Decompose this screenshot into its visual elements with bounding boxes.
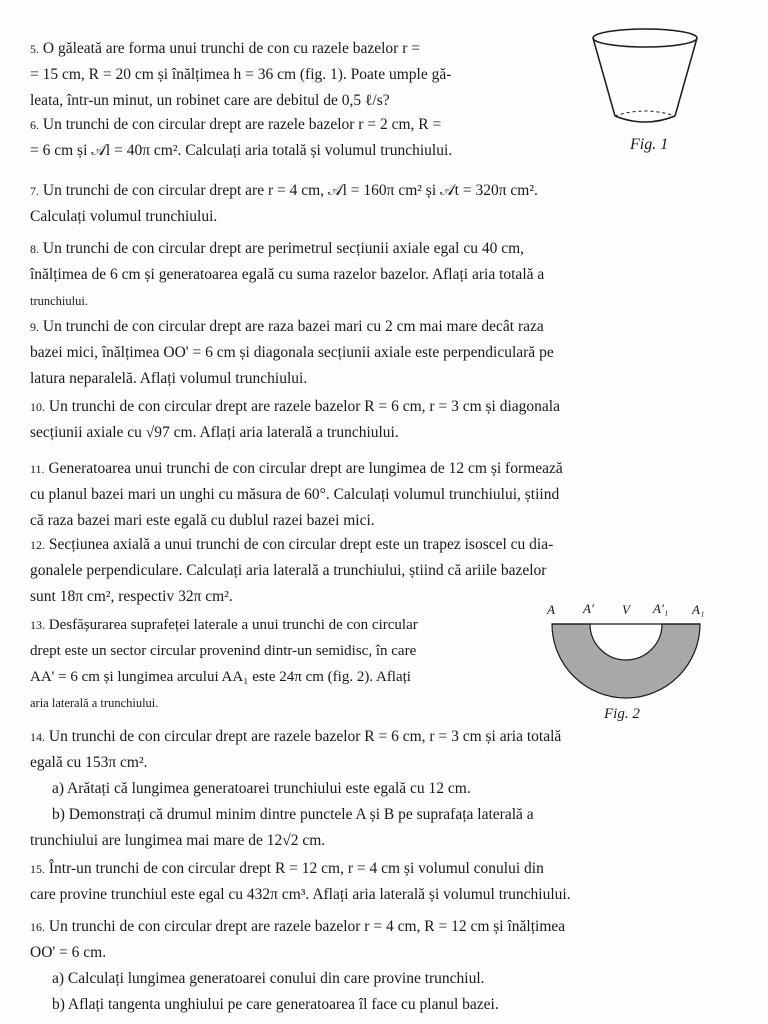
problem-text: Un trunchi de con circular drept are raza bazei mari cu 2 cm mai mare decât raza bbox=[42, 318, 544, 335]
problem-11 bbox=[30, 456, 563, 534]
problem-line: trunchiului. bbox=[30, 294, 88, 308]
problem-5 bbox=[30, 36, 451, 114]
problem-number: 15. bbox=[30, 862, 45, 876]
label-A-prime: A' bbox=[583, 601, 594, 616]
bottom-front-arc bbox=[615, 116, 675, 122]
problem-text: Un trunchi de con circular drept are razele bazelor r = 4 cm, R = 12 cm și înălțimea bbox=[48, 918, 566, 935]
problem-line bbox=[30, 36, 451, 62]
problem-number: 16. bbox=[30, 920, 45, 934]
problem-number: 11. bbox=[30, 462, 45, 476]
problem-line: trunchiului are lungimea mai mare de 12√2 cm. bbox=[30, 832, 326, 849]
figure-1-bucket bbox=[585, 24, 705, 134]
subpoint-b: b) Demonstrați că drumul minim dintre punctele A și B pe suprafața laterală a bbox=[52, 806, 534, 823]
problem-text: Desfășurarea suprafeței laterale a unui trunchi de con circular bbox=[48, 617, 418, 633]
problem-number: 7. bbox=[30, 184, 39, 198]
problem-line: care provine trunchiul este egal cu 432π cm³. Aflați aria laterală și volumul trunchiului. bbox=[30, 886, 571, 903]
problem-number: 6. bbox=[30, 118, 39, 132]
problem-line bbox=[30, 314, 554, 340]
problem-line: gonalele perpendiculare. Calculați aria laterală a trunchiului, știind că ariile bazelor bbox=[30, 562, 547, 579]
figure-2-caption: Fig. 2 bbox=[604, 706, 640, 722]
problem-line: cu planul bazei mari un unghi cu măsura de 60°. Calculați volumul trunchiului, știind bbox=[30, 486, 560, 503]
problem-line: Calculați volumul trunchiului. bbox=[30, 208, 218, 225]
problem-line bbox=[30, 236, 544, 262]
problem-line: OO' = 6 cm. bbox=[30, 944, 107, 961]
problem-line bbox=[30, 394, 560, 420]
problem-text: Secțiunea axială a unui trunchi de con circular drept este un trapez isoscel cu dia- bbox=[48, 536, 554, 553]
problem-line: secțiunii axiale cu √97 cm. Aflați aria laterală a trunchiului. bbox=[30, 424, 399, 441]
label-A1-prime: A'₁ bbox=[653, 601, 669, 616]
problem-line: sunt 18π cm², respectiv 32π cm². bbox=[30, 588, 233, 605]
problem-text: Un trunchi de con circular drept are razele bazelor R = 6 cm, r = 3 cm și diagonala bbox=[48, 398, 560, 415]
problem-text: Un trunchi de con circular drept are razele bazelor r = 2 cm, R = bbox=[42, 116, 442, 133]
problem-9 bbox=[30, 314, 554, 392]
problem-line bbox=[30, 456, 563, 482]
label-A1: A₁ bbox=[692, 602, 705, 617]
problem-7 bbox=[30, 178, 538, 230]
bottom-back-arc bbox=[615, 111, 675, 116]
problem-15 bbox=[30, 856, 571, 908]
subpoint-b: b) Aflați tangenta unghiului pe care generatoarea îl face cu planul bazei. bbox=[52, 996, 499, 1013]
problem-line: = 6 cm și 𝒜l = 40π cm². Calculați aria totală și volumul trunchiului. bbox=[30, 142, 453, 159]
problem-number: 12. bbox=[30, 538, 45, 552]
top-ellipse bbox=[593, 29, 697, 47]
problem-line: = 15 cm, R = 20 cm și înălțimea h = 36 cm (fig. 1). Poate umple gă- bbox=[30, 66, 452, 83]
problem-line: AA' = 6 cm și lungimea arcului AA₁ este 24π cm (fig. 2). Aflați bbox=[30, 669, 411, 685]
problem-line: înălțimea de 6 cm și generatoarea egală cu suma razelor bazelor. Aflați aria totală a bbox=[30, 266, 545, 283]
subpoint-a: a) Calculați lungimea generatoarei conului din care provine trunchiul. bbox=[52, 970, 485, 987]
problem-number: 5. bbox=[30, 42, 39, 56]
problem-text: Într-un trunchi de con circular drept R = 12 cm, r = 4 cm și volumul conului din bbox=[48, 860, 544, 877]
problem-6 bbox=[30, 112, 452, 164]
problem-13 bbox=[30, 612, 418, 716]
problem-text: Un trunchi de con circular drept are r = 4 cm, 𝒜l = 160π cm² și 𝒜t = 320π cm². bbox=[42, 182, 538, 199]
annular-sector bbox=[552, 624, 700, 698]
problem-10 bbox=[30, 394, 560, 446]
problem-8 bbox=[30, 236, 544, 314]
problem-line: că raza bazei mari este egală cu dublul razei bazei mici. bbox=[30, 512, 375, 529]
problem-line bbox=[30, 856, 571, 882]
problem-number: 8. bbox=[30, 242, 39, 256]
left-generator bbox=[593, 38, 615, 116]
problem-line: egală cu 153π cm². bbox=[30, 754, 148, 771]
problem-line bbox=[30, 914, 565, 940]
problem-number: 10. bbox=[30, 400, 45, 414]
problem-line bbox=[30, 612, 418, 638]
problem-line bbox=[30, 112, 452, 138]
right-generator bbox=[675, 38, 697, 116]
problem-number: 14. bbox=[30, 730, 45, 744]
figure-1-caption: Fig. 1 bbox=[630, 136, 669, 153]
problem-number: 13. bbox=[30, 618, 45, 632]
problem-line bbox=[30, 724, 561, 750]
problem-line: aria laterală a trunchiului. bbox=[30, 696, 159, 710]
figure-2-sector bbox=[548, 618, 708, 710]
problem-number: 9. bbox=[30, 320, 39, 334]
label-A: A bbox=[547, 602, 555, 617]
problem-line: drept este un sector circular provenind dintr-un semidisc, în care bbox=[30, 643, 417, 659]
problem-line: latura neparalelă. Aflați volumul trunchiului. bbox=[30, 370, 308, 387]
subpoint-a: a) Arătați că lungimea generatoarei trunchiului este egală cu 12 cm. bbox=[52, 780, 471, 797]
label-V: V bbox=[622, 602, 630, 617]
problem-line bbox=[30, 178, 538, 204]
problem-text: Un trunchi de con circular drept are perimetrul secțiunii axiale egal cu 40 cm, bbox=[42, 240, 525, 257]
problem-12 bbox=[30, 532, 553, 610]
problem-text: Generatoarea unui trunchi de con circular drept are lungimea de 12 cm și formează bbox=[48, 460, 563, 477]
problem-line: bazei mici, înălțimea OO' = 6 cm și diagonala secțiunii axiale este perpendiculară pe bbox=[30, 344, 554, 361]
problem-text: O găleată are forma unui trunchi de con cu razele bazelor r = bbox=[42, 40, 420, 57]
problem-text: Un trunchi de con circular drept are razele bazelor R = 6 cm, r = 3 cm și aria totală bbox=[48, 728, 562, 745]
problem-line bbox=[30, 532, 553, 558]
problem-16 bbox=[30, 914, 565, 1018]
problem-14 bbox=[30, 724, 561, 854]
problem-line: leata, într-un minut, un robinet care are debitul de 0,5 ℓ/s? bbox=[30, 92, 390, 109]
